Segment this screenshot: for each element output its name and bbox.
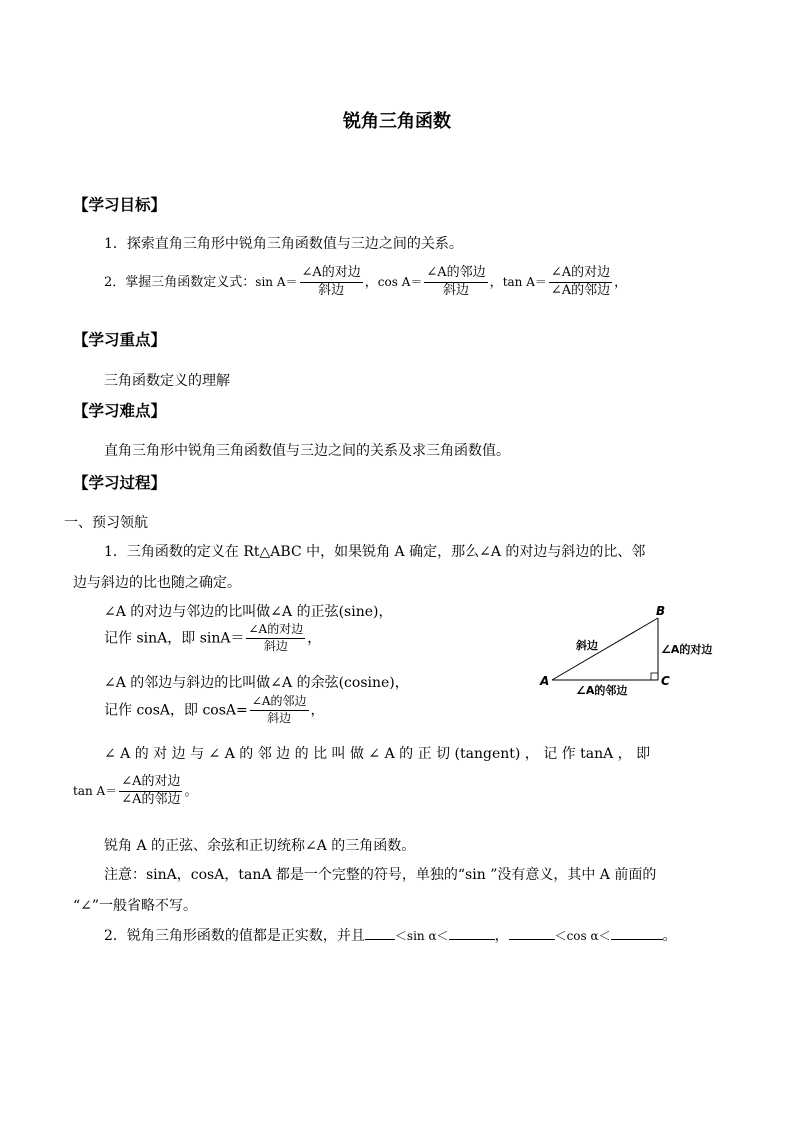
goal-item-2 bbox=[104, 266, 627, 299]
right-angle-mark bbox=[651, 673, 658, 680]
goal-sep-2: ， bbox=[489, 274, 503, 290]
section-keypoint-heading: 【学习重点】 bbox=[73, 330, 167, 349]
sine-notation-prefix: 记作 sinA，即 sinA＝ bbox=[104, 630, 245, 647]
keypoint-text: 三角函数定义的理解 bbox=[104, 373, 230, 389]
section-difficulty-heading: 【学习难点】 bbox=[73, 401, 167, 420]
side-hypotenuse bbox=[552, 618, 658, 680]
vertex-b-label: B bbox=[656, 605, 666, 618]
goal-sep-1: ， bbox=[364, 274, 378, 290]
cosine-fraction bbox=[250, 695, 309, 726]
blank-4[interactable] bbox=[611, 927, 663, 940]
tangent-denominator: ∠A的邻边 bbox=[121, 791, 181, 807]
summary-text: 锐角 A 的正弦、余弦和正切统称∠A 的三角函数。 bbox=[104, 838, 416, 854]
cosine-notation-prefix: 记作 cosA，即 cosA= bbox=[104, 702, 248, 719]
cos-label: cos A＝ bbox=[377, 274, 423, 289]
p2-sin: ＜sin α＜ bbox=[394, 929, 449, 943]
p2-prefix: 2．锐角三角形函数的值都是正实数，并且 bbox=[104, 928, 365, 944]
sin-numerator: ∠A的对边 bbox=[300, 266, 363, 283]
adjacent-label: ∠A的邻边 bbox=[576, 684, 628, 697]
cos-numerator: ∠A的邻边 bbox=[424, 266, 487, 283]
page-title: 锐角三角函数 bbox=[343, 111, 451, 132]
preview-p2 bbox=[104, 925, 677, 945]
goal-sep-3: ， bbox=[614, 274, 628, 290]
tangent-numerator: ∠A的对边 bbox=[119, 775, 182, 792]
sin-denominator: 斜边 bbox=[318, 282, 345, 298]
preview-heading: 一、预习领航 bbox=[64, 515, 148, 531]
cos-denominator: 斜边 bbox=[443, 282, 470, 298]
note-line-2: “∠”一般省略不写。 bbox=[73, 898, 198, 914]
vertex-a-label: A bbox=[540, 674, 550, 688]
note-line-1: 注意：sinA，cosA，tanA 都是一个完整的符号，单独的“sin ”没有意义，其中 A 前面的 bbox=[104, 867, 657, 883]
right-triangle-figure bbox=[530, 605, 730, 705]
cosine-notation bbox=[104, 695, 325, 726]
sine-sep: ， bbox=[307, 630, 322, 647]
p2-end: 。 bbox=[662, 928, 677, 944]
opposite-label: ∠A的对边 bbox=[661, 643, 713, 656]
tan-label: tan A＝ bbox=[502, 274, 547, 289]
vertex-c-label: C bbox=[661, 674, 670, 688]
sine-definition: ∠A 的对边与邻边的比叫做∠A 的正弦(sine)， bbox=[104, 604, 393, 620]
tan-fraction bbox=[549, 266, 612, 299]
blank-1[interactable] bbox=[365, 927, 395, 940]
tangent-label: tan A＝ bbox=[73, 783, 118, 798]
cosine-sep: ， bbox=[310, 702, 325, 719]
tangent-definition: ∠ A 的 对 边 与 ∠ A 的 邻 边 的 比 叫 做 ∠ A 的 正 切 (tangent) ， 记 作 tanA ， 即 bbox=[104, 746, 651, 762]
cosine-denominator: 斜边 bbox=[267, 710, 292, 725]
sine-notation bbox=[104, 623, 321, 654]
difficulty-text: 直角三角形中锐角三角函数值与三边之间的关系及求三角函数值。 bbox=[104, 443, 510, 459]
tangent-fraction bbox=[119, 775, 182, 808]
hypotenuse-label: 斜边 bbox=[576, 639, 598, 652]
p2-cos: ＜cos α＜ bbox=[554, 929, 611, 943]
sine-numerator: ∠A的对边 bbox=[246, 623, 305, 639]
cosine-definition: ∠A 的邻边与斜边的比叫做∠A 的余弦(cosine)， bbox=[104, 675, 409, 691]
goal-item-1: 1．探索直角三角形中锐角三角函数值与三边之间的关系。 bbox=[104, 236, 463, 252]
sin-fraction bbox=[300, 266, 363, 299]
goal-item-2-prefix: 2．掌握三角函数定义式： bbox=[104, 274, 256, 290]
blank-3[interactable] bbox=[509, 927, 555, 940]
cos-fraction bbox=[424, 266, 487, 299]
tan-denominator: ∠A的邻边 bbox=[550, 282, 611, 298]
cosine-numerator: ∠A的邻边 bbox=[250, 695, 309, 711]
sine-fraction bbox=[246, 623, 305, 654]
preview-p1-line2: 边与斜边的比也随之确定。 bbox=[73, 575, 241, 591]
tangent-formula bbox=[73, 775, 197, 808]
p2-comma: ， bbox=[494, 928, 509, 944]
section-process-heading: 【学习过程】 bbox=[73, 473, 167, 492]
section-goals-heading: 【学习目标】 bbox=[73, 195, 167, 214]
sin-label: sin A＝ bbox=[255, 274, 298, 289]
sine-denominator: 斜边 bbox=[263, 638, 288, 653]
tangent-end: 。 bbox=[184, 783, 198, 799]
preview-p1-line1: 1．三角函数的定义在 Rt△ABC 中，如果锐角 A 确定，那么∠A 的对边与斜边的比、邻 bbox=[104, 544, 646, 560]
tan-numerator: ∠A的对边 bbox=[549, 266, 612, 283]
blank-2[interactable] bbox=[449, 927, 495, 940]
